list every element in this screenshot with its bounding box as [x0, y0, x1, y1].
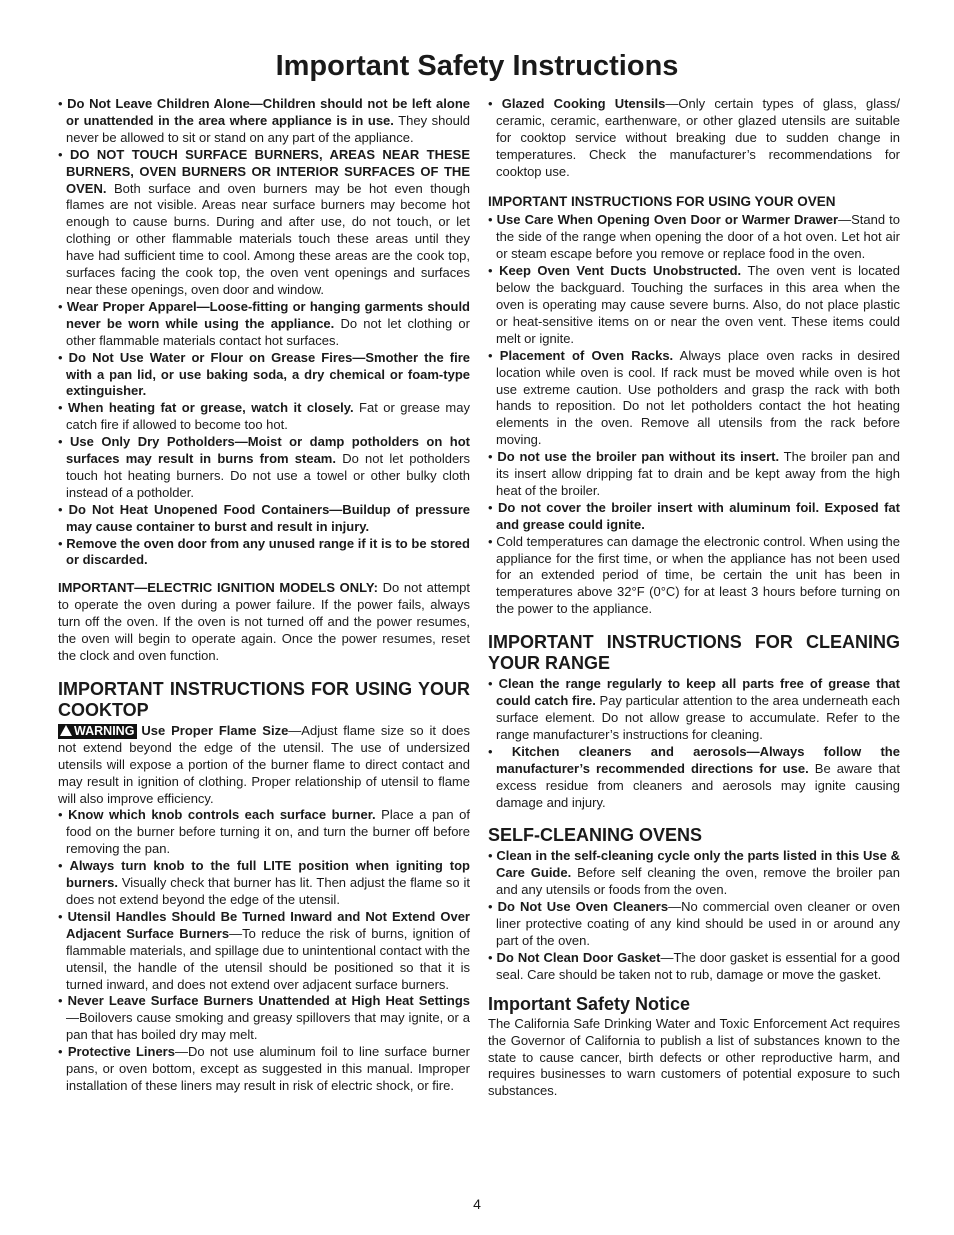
- bullet-marker: •: [58, 993, 63, 1009]
- bullet-marker: •: [488, 848, 493, 864]
- bullet-marker: •: [58, 146, 63, 162]
- list-item-bold: Kitchen cleaners and aerosols—Always follow the manufacturer’s recommended directions for use.: [496, 743, 900, 776]
- cooktop-list: [58, 807, 470, 1094]
- bullet-marker: •: [58, 908, 63, 924]
- bullet-marker: •: [488, 96, 493, 111]
- electric-ignition-label: IMPORTANT—ELECTRIC IGNITION MODELS ONLY:: [58, 580, 378, 596]
- bullet-marker: •: [488, 743, 493, 759]
- bullet-marker: •: [58, 96, 63, 111]
- bullet-marker: •: [488, 212, 493, 228]
- list-item: [488, 744, 900, 812]
- bullet-marker: •: [58, 501, 63, 517]
- bullet-marker: •: [488, 449, 493, 465]
- bullet-marker: •: [58, 400, 63, 416]
- list-item-text: Before self cleaning the oven, remove the broiler pan and any utensils or foods from the oven.: [496, 865, 900, 898]
- page-number: 4: [473, 1196, 481, 1212]
- list-item: [58, 858, 470, 909]
- list-item: [58, 96, 470, 147]
- list-item-bold: Glazed Cooking Utensils: [501, 96, 666, 111]
- list-item: [488, 96, 900, 181]
- safety-notice-text: The California Safe Drinking Water and Toxic Enforcement Act requires the Governor of California to publish a list of substances known to the state to cause cancer, birth defects or other reproductive harm, and requires businesses to warn customers of potential exposure to such substances.: [488, 1015, 900, 1099]
- list-item-bold: Do Not Leave Children Alone—Children should not be left alone or unattended in the area where appliance is in use.: [66, 96, 470, 128]
- safety-notice-heading: Important Safety Notice: [488, 993, 691, 1014]
- left-column: [58, 96, 470, 1095]
- list-item-bold: Do Not Use Water or Flour on Grease Fires—Smother the fire with a pan lid, or use baking soda, a dry chemical or foam-type extinguisher.: [66, 349, 470, 399]
- list-item-bold: Protective Liners: [67, 1044, 175, 1060]
- bullet-marker: •: [58, 807, 63, 823]
- warning-paragraph: [58, 723, 470, 808]
- list-item-bold: Do Not Heat Unopened Food Containers—Buildup of pressure may cause container to burst and result in injury.: [66, 501, 470, 534]
- list-item-bold: Use Care When Opening Oven Door or Warmer Drawer: [496, 212, 839, 228]
- self-cleaning-heading: SELF-CLEANING OVENS: [488, 825, 703, 846]
- bullet-marker: •: [488, 533, 493, 549]
- list-item-bold: Do not cover the broiler insert with aluminum foil. Exposed fat and grease could ignite.: [496, 499, 900, 532]
- bullet-marker: •: [58, 858, 63, 874]
- list-item-text: Be aware that excess residue from cleaners and aerosols may ignite causing damage and injury.: [496, 760, 901, 810]
- list-item: [488, 500, 900, 534]
- list-item-text: —To reduce the risk of burns, ignition of flammable materials, and spillage due to unintentional contact with the utensil, the handle of the utensil should be positioned so that it is turned inward, and does not extend over adjacent surface burners.: [66, 925, 470, 992]
- list-item: [58, 502, 470, 536]
- list-item-bold: When heating fat or grease, watch it closely.: [68, 400, 354, 416]
- list-item: [58, 350, 470, 401]
- list-item-text: The broiler pan and its insert allow dripping fat to drain and be kept away from the high heat of the broiler.: [496, 449, 900, 498]
- list-item-bold: Placement of Oven Racks.: [499, 347, 674, 363]
- bullet-marker: •: [58, 434, 63, 450]
- warning-bold: Use Proper Flame Size: [141, 722, 289, 738]
- list-item: [488, 449, 900, 500]
- list-item: [488, 950, 900, 984]
- warning-text: —Adjust flame size so it does not extend beyond the edge of the utensil. The use of undersized utensils will expose a portion of the burner flame to direct contact and may result in ignition of clothing. Proper relationship of utensil to flame will also improve efficiency.: [58, 722, 470, 806]
- list-item: [58, 1044, 470, 1095]
- list-item-text: Fat or grease may catch fire if allowed to become too hot.: [66, 400, 470, 433]
- list-item-text: —No commercial oven cleaner or oven liner protective coating of any kind should be used in or around any part of the oven.: [496, 899, 900, 948]
- list-item-bold: Clean in the self-cleaning cycle only the parts listed in this Use & Care Guide.: [496, 848, 900, 881]
- list-item: [488, 534, 900, 619]
- list-item-bold: Keep Oven Vent Ducts Unobstructed.: [499, 263, 742, 279]
- oven-list: [488, 212, 900, 618]
- list-item-text: —Boilovers cause smoking and greasy spillovers that may ignite, or a pan that has boiled dry may melt.: [66, 1010, 470, 1043]
- bullet-marker: •: [488, 676, 493, 692]
- list-item-bold: Remove the oven door from any unused range if it is to be stored or discarded.: [66, 535, 470, 568]
- list-item: [488, 848, 900, 899]
- list-item: [488, 263, 900, 348]
- list-item-bold: Clean the range regularly to keep all parts free of grease that could catch fire.: [496, 676, 900, 709]
- list-item-text: Both surface and oven burners may be hot even though flames are not visible. Areas near surface burners may become hot enough to cause burns. During and after use, do not touch, or let clothing or other flammable materials touch these areas until they have had sufficient time to cool. Among these areas are the cook top, surfaces facing the cook top, the oven vent openings and surfaces near these openings, oven door and window.: [66, 180, 470, 297]
- list-item: [488, 348, 900, 449]
- list-item-text: —The door gasket is essential for a good seal. Care should be taken not to rub, damage or move the gasket.: [496, 949, 900, 982]
- electric-ignition-text: Do not attempt to operate the oven during a power failure. If the power fails, always turn off the oven. If the oven is not turned off and the power resumes, the oven will begin to operate again. Once the power resumes, reset the clock and oven function.: [58, 580, 470, 663]
- list-item-bold: Do Not Use Oven Cleaners: [497, 899, 669, 915]
- glazed-utensils-item: [488, 96, 900, 181]
- list-item: [58, 299, 470, 350]
- warning-label: WARNING: [74, 723, 135, 738]
- self-cleaning-list: [488, 848, 900, 983]
- list-item: [58, 434, 470, 502]
- list-item-text: Visually check that burner has lit. Then adjust the flame so it does not extend beyond the edge of the utensil.: [66, 875, 470, 907]
- general-safety-list: [58, 96, 470, 569]
- list-item-text: They should never be allowed to sit or stand on any part of the appliance.: [66, 112, 470, 145]
- list-item-bold: Do not use the broiler pan without its insert.: [497, 449, 780, 465]
- bullet-marker: •: [58, 298, 63, 314]
- list-item: [488, 676, 900, 744]
- page-title: Important Safety Instructions: [275, 50, 679, 82]
- list-item-bold: Utensil Handles Should Be Turned Inward and Not Extend Over Adjacent Surface Burners: [66, 908, 470, 941]
- bullet-marker: •: [58, 1044, 63, 1060]
- list-item-bold: Do Not Clean Door Gasket: [496, 949, 661, 965]
- list-item-text: Do not let clothing or other flammable materials contact hot surfaces.: [66, 315, 470, 348]
- list-item: [58, 536, 470, 570]
- list-item-bold: Always turn knob to the full LITE position when igniting top burners.: [66, 858, 470, 891]
- list-item: [58, 400, 470, 434]
- bullet-marker: •: [488, 899, 493, 915]
- bullet-marker: •: [488, 263, 493, 279]
- list-item: [58, 993, 470, 1044]
- list-item: [488, 899, 900, 950]
- right-column: [488, 96, 900, 1100]
- list-item-text: Cold temperatures can damage the electronic control. When using the appliance for the first time, or when the appliance has not been used for an extended period of time, be certain the unit has been in temperatures above 32°F (0°C) for at least 3 hours before turning on the power to the appliance.: [496, 533, 900, 617]
- bullet-marker: •: [488, 949, 493, 965]
- bullet-marker: •: [58, 349, 63, 365]
- list-item-bold: Wear Proper Apparel—Loose-fitting or hanging garments should never be worn while using the appliance.: [66, 298, 470, 331]
- list-item-text: Pay particular attention to the area underneath each surface element. Do not allow grease to accumulate. Refer to the range manufacturer’s instructions for cleaning.: [496, 693, 900, 742]
- list-item-text: —Stand to the side of the range when opening the door of a hot oven. Let hot air or steam escape before you remove or replace food in the oven.: [496, 212, 900, 262]
- list-item-bold: Use Only Dry Potholders—Moist or damp potholders on hot surfaces may result in burns from steam.: [66, 434, 470, 467]
- list-item-text: Always place oven racks in desired location while oven is cool. If rack must be moved while oven is hot use extreme caution. Use potholders and grasp the rack with both hands to reposition. Do not let potholders contact the hot heating elements in the oven. Remove all utensils from the rack before moving.: [496, 347, 900, 448]
- list-item-text: —Only certain types of glass, glass/ ceramic, ceramic, earthenware, or other glazed utensils are suitable for cooktop service without breaking due to sudden change in temperatures. Check the manufacturer’s recommendations for cooktop use.: [496, 96, 900, 179]
- list-item: [488, 212, 900, 263]
- list-item: [58, 147, 470, 299]
- cleaning-list: [488, 676, 900, 811]
- bullet-marker: •: [488, 347, 493, 363]
- list-item: [58, 807, 470, 858]
- oven-heading: IMPORTANT INSTRUCTIONS FOR USING YOUR OVEN: [488, 193, 836, 209]
- list-item-text: —Do not use aluminum foil to line surface burner pans, or oven bottom, except as suggested in this manual. Improper installation of these liners may result in risk of electric shock, or fire.: [66, 1044, 470, 1093]
- list-item-bold: Know which knob controls each surface burner.: [68, 807, 376, 823]
- cleaning-heading: IMPORTANT INSTRUCTIONS FOR CLEANING YOUR RANGE: [488, 632, 900, 674]
- bullet-marker: •: [488, 499, 493, 515]
- cooktop-heading: IMPORTANT INSTRUCTIONS FOR USING YOUR COOKTOP: [58, 678, 470, 720]
- list-item-text: The oven vent is located below the backguard. Touching the surfaces in this area when the oven is operating may cause severe burns. Also, do not place plastic or heat-sensitive items on or near the oven vent. These items could melt or ignite.: [496, 263, 901, 346]
- list-item-bold: DO NOT TOUCH SURFACE BURNERS, AREAS NEAR THESE BURNERS, OVEN BURNERS OR INTERIOR SURFACES OF THE OVEN.: [66, 146, 470, 196]
- list-item-bold: Never Leave Surface Burners Unattended at High Heat Settings: [67, 993, 470, 1009]
- electric-ignition-note: [58, 580, 470, 665]
- list-item-text: Do not let potholders touch hot heating burners. Do not use a towel or other bulky cloth instead of a potholder.: [66, 451, 471, 500]
- bullet-marker: •: [58, 535, 63, 551]
- list-item: [58, 909, 470, 994]
- warning-triangle-icon: [60, 725, 72, 736]
- warning-badge: [58, 724, 137, 739]
- list-item-text: Place a pan of food on the burner before turning it on, and turn the burner off before removing the pan.: [66, 807, 470, 857]
